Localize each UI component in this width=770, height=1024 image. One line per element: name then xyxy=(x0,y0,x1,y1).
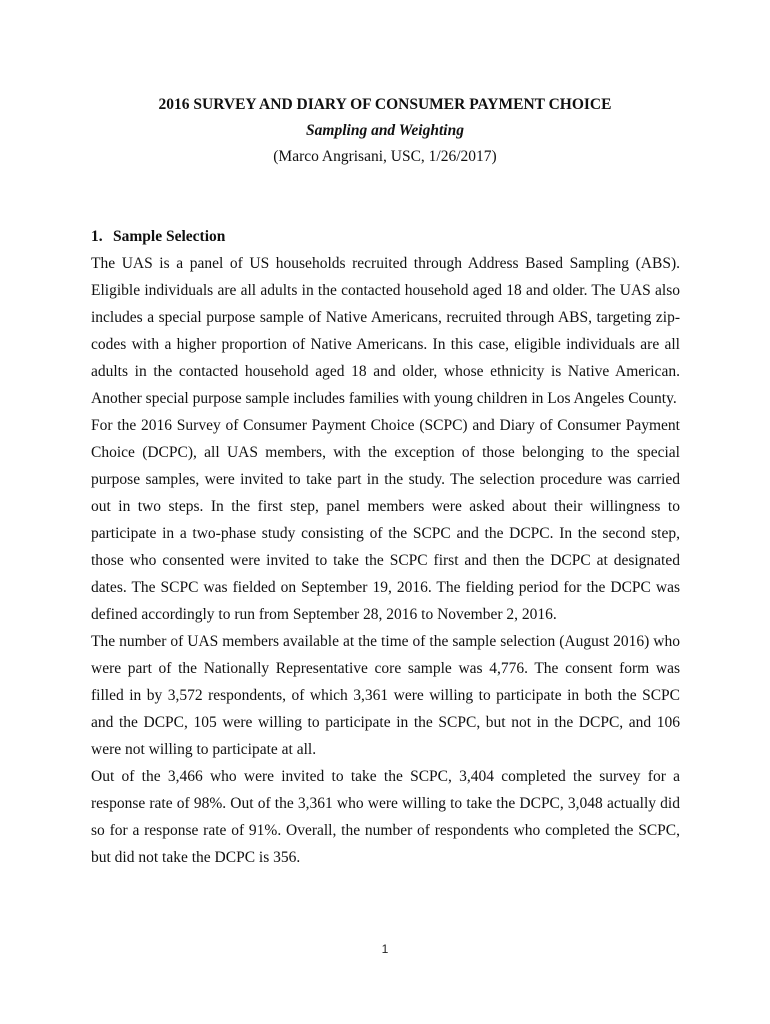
page-number: 1 xyxy=(381,942,389,956)
paragraph-response-rates: Out of the 3,466 who were invited to take the SCPC, 3,404 completed the survey for a response rate of 98%. Out of the 3,361 who were willing to take the DCPC, 3,048 actually did so for a response rate of 91%. Overall, the number of respondents who completed the SCPC, but did not take the DCPC is 356. xyxy=(91,768,680,866)
document-subtitle: Sampling and Weighting xyxy=(306,122,464,139)
paragraph-consent-counts: The number of UAS members available at the time of the sample selection (August 2016) who were part of the Nationally Representative core sample was 4,776. The consent form was filled in by 3,572 respondents, of which 3,361 were willing to participate in both the SCPC and the DCPC, 105 were willing to participate in the SCPC, but not in the DCPC, and 106 were not willing to participate at all. xyxy=(91,633,680,758)
author-line: (Marco Angrisani, USC, 1/26/2017) xyxy=(273,148,497,165)
section-sample-selection xyxy=(91,224,680,871)
section-number: 1. xyxy=(91,228,103,245)
section-heading-text: Sample Selection xyxy=(113,228,226,245)
paragraph-uas-description: The UAS is a panel of US households recruited through Address Based Sampling (ABS). Eligible individuals are all adults in the contacted household aged 18 and older. The UAS also includes a special purpose sample of Native Americans, recruited through ABS, targeting zip-codes with a higher proportion of Native Americans. In this case, eligible individuals are all adults in the contacted household aged 18 and older, whose ethnicity is Native American. Another special purpose sample includes families with young children in Los Angeles County. xyxy=(91,255,680,407)
document-title: 2016 SURVEY AND DIARY OF CONSUMER PAYMENT CHOICE xyxy=(158,96,612,113)
document-header xyxy=(0,92,770,170)
section-heading xyxy=(91,224,680,250)
paragraph-selection-procedure: For the 2016 Survey of Consumer Payment Choice (SCPC) and Diary of Consumer Payment Choice (DCPC), all UAS members, with the exception of those belonging to the special purpose samples, were invited to take part in the study. The selection procedure was carried out in two steps. In the first step, panel members were asked about their willingness to participate in a two-phase study consisting of the SCPC and the DCPC. In the second step, those who consented were invited to take the SCPC first and then the DCPC at designated dates. The SCPC was fielded on September 19, 2016. The fielding period for the DCPC was defined accordingly to run from September 28, 2016 to November 2, 2016. xyxy=(91,417,680,623)
